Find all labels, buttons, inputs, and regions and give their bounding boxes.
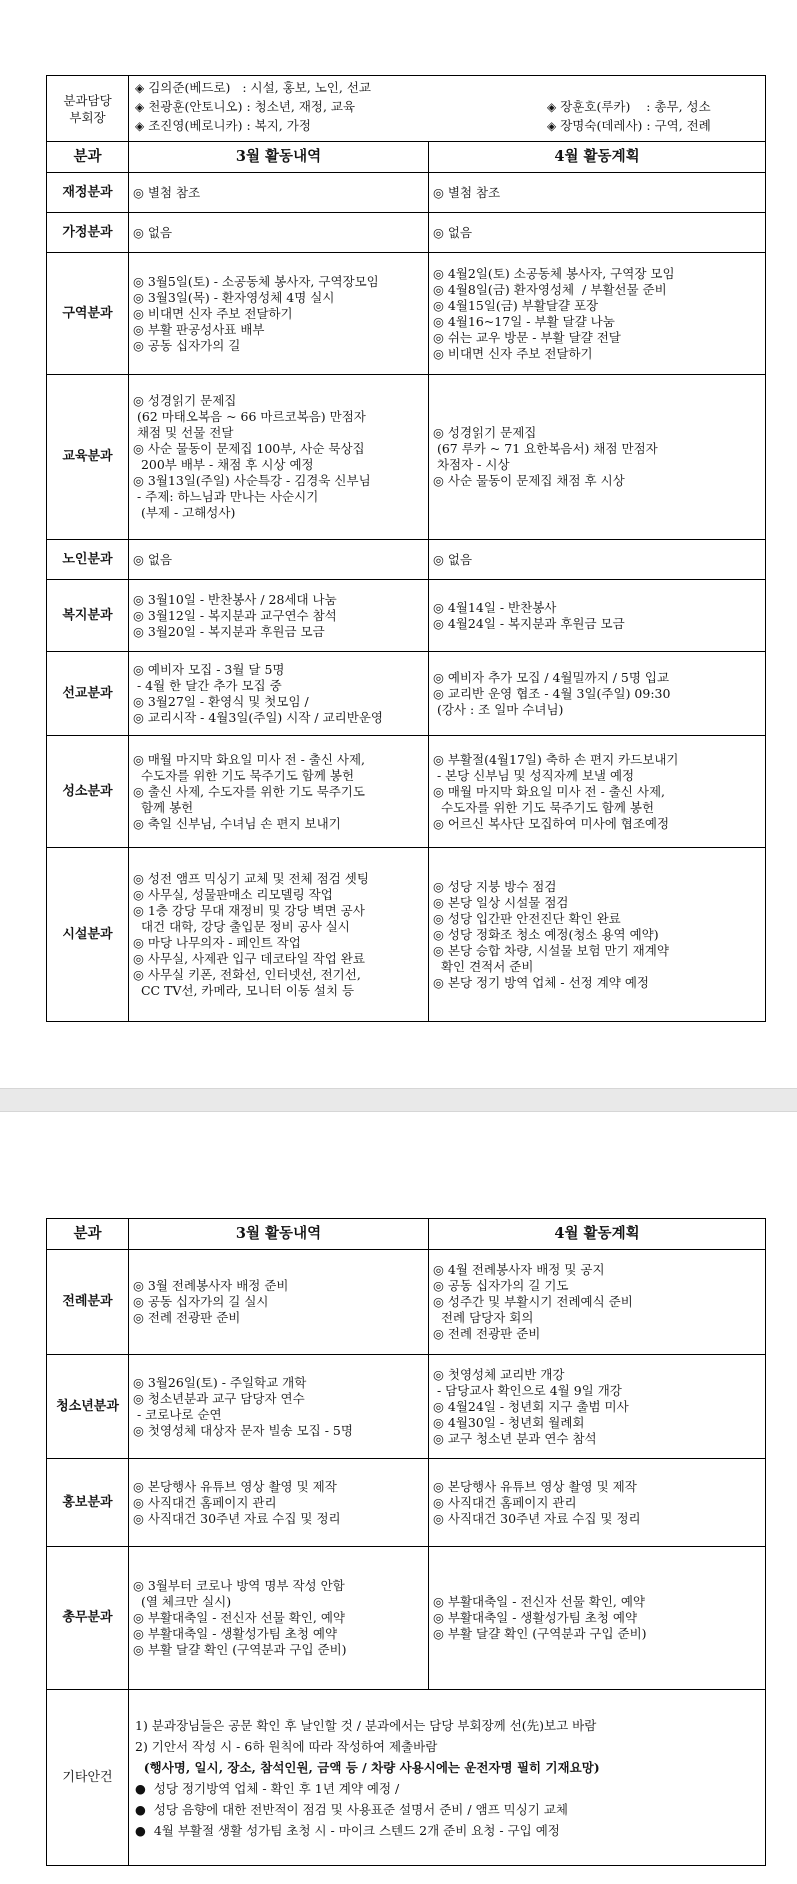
april-activities — [429, 1355, 766, 1459]
activity-line: ◎ 부활 판공성사표 배부 — [133, 321, 265, 337]
manager-entry: ◈ 장훈호(루카) : 총무, 성소 — [547, 99, 711, 114]
activity-line: 차점자 - 시상 — [433, 457, 510, 472]
activity-line: (67 루카 ~ 71 요한복음서) 채점 만점자 — [433, 441, 658, 456]
march-activities — [129, 1250, 429, 1355]
activity-line: ◎ 첫영성체 대상자 문자 빌송 모집 - 5명 — [133, 1422, 353, 1438]
activity-line: ◎ 전례 전광판 준비 — [133, 1310, 241, 1325]
dept-name: 총무분과 — [47, 1547, 129, 1690]
activity-line: ◎ 성주간 및 부활시기 전례예식 준비 — [433, 1294, 633, 1309]
activity-line: ◎ 부활대축일 - 생활성가팀 초청 예약 — [433, 1610, 638, 1625]
activity-line: - 주제: 하느님과 만나는 사순시기 — [133, 489, 319, 504]
activity-line: ◎ 사직대건 30주년 자료 수집 및 정리 — [133, 1510, 341, 1526]
march-activities — [129, 580, 429, 652]
activity-line: ◎ 3월20일 - 복지분과 후원금 모금 — [133, 623, 325, 639]
activity-line: ◎ 4월24일 - 청년회 지구 출범 미사 — [433, 1398, 629, 1414]
header-march: 3월 활동내역 — [129, 1219, 429, 1250]
activity-line: ◎ 성경읽기 문제집 — [433, 425, 537, 440]
activity-line: ◎ 없음 — [133, 551, 173, 567]
header-row — [47, 142, 766, 173]
activity-line: (강사 : 조 일마 수녀님) — [433, 701, 564, 717]
activity-line: ◎ 3월10일 - 반찬봉사 / 28세대 나눔 — [133, 591, 337, 607]
manager-label: 분과담당 부회장 — [47, 76, 129, 142]
manager-list — [129, 76, 766, 142]
activity-line: ◎ 공동 십자가의 길 실시 — [133, 1294, 269, 1309]
activity-line: ◎ 성당 지붕 방수 점검 — [433, 878, 557, 894]
april-activities — [429, 173, 766, 213]
activity-line: ◎ 성당 입간판 안전진단 확인 완료 — [433, 910, 621, 926]
activity-line: ◎ 성전 앰프 믹싱기 교체 및 전체 점검 셋팅 — [133, 870, 369, 886]
april-activities — [429, 375, 766, 540]
dept-name: 노인분과 — [47, 540, 129, 580]
activity-line: ◎ 별첨 참조 — [433, 184, 501, 200]
activity-line: ◎ 성경읽기 문제집 — [133, 393, 237, 408]
activity-line: - 4월 한 달간 추가 모집 중 — [133, 677, 282, 693]
activity-line: ◎ 부활 달걀 확인 (구역분과 구입 준비) — [133, 1642, 347, 1657]
activity-line: ◎ 매월 마지막 화요일 미사 전 - 출신 사제, — [133, 751, 366, 767]
april-activities — [429, 848, 766, 1022]
activity-line: ◎ 본당 승합 차량, 시설물 보험 만기 재계약 — [433, 942, 669, 958]
activity-line: ◎ 4월2일(토) 소공동체 봉사자, 구역장 모임 — [433, 265, 675, 281]
activity-line: ◎ 성당 정화조 청소 예정(청소 용역 예약) — [433, 926, 659, 942]
dept-name: 청소년분과 — [47, 1355, 129, 1459]
activity-line: ◎ 사무실 키폰, 전화선, 인터넷선, 전기선, — [133, 966, 361, 982]
table-row — [47, 1250, 766, 1355]
april-activities — [429, 652, 766, 736]
dept-name: 재정분과 — [47, 173, 129, 213]
activity-line: ◎ 없음 — [433, 224, 473, 240]
activity-line: ◎ 첫영성체 교리반 개강 — [433, 1366, 565, 1382]
table-row — [47, 580, 766, 652]
activity-line: ◎ 3월13일(주일) 사순특강 - 김경욱 신부님 — [133, 473, 371, 488]
activity-line: 확인 견적서 준비 — [433, 958, 534, 974]
etc-line: 1) 분과장님들은 공문 확인 후 날인할 것 / 분과에서는 담당 부회장께 선(先)보고 바람 — [135, 1717, 597, 1733]
manager-row — [47, 76, 766, 142]
activity-line: ◎ 4월8일(금) 환자영성체 / 부활선물 준비 — [433, 281, 667, 297]
march-activities — [129, 1547, 429, 1690]
activity-line: 200부 배부 - 채점 후 시상 예정 — [133, 457, 314, 472]
activity-line: ◎ 교리시작 - 4월3일(주일) 시작 / 교리반운영 — [133, 709, 383, 725]
etc-line: ● 4월 부활절 생활 성가팀 초청 시 - 마이크 스텐드 2개 준비 요청 - 구입 예정 — [135, 1822, 560, 1838]
april-activities — [429, 1250, 766, 1355]
activity-line: ◎ 부활대축일 - 생활성가팀 초청 예약 — [133, 1626, 338, 1641]
table-row — [47, 652, 766, 736]
activity-line: ◎ 없음 — [433, 551, 473, 567]
activity-line: ◎ 4월24일 - 복지분과 후원금 모금 — [433, 615, 625, 631]
april-activities — [429, 213, 766, 253]
etc-label: 기타안건 — [47, 1690, 129, 1866]
activity-line: ◎ 출신 사제, 수도자를 위한 기도 묵주기도 — [133, 783, 365, 799]
activity-line: ◎ 1층 강당 무대 재정비 및 강당 벽면 공사 — [133, 902, 365, 918]
etc-line: (행사명, 일시, 장소, 참석인원, 금액 등 / 차량 사용시에는 운전자명 필히 기재요망) — [135, 1759, 600, 1775]
page-gap — [0, 1089, 797, 1111]
header-row — [47, 1219, 766, 1250]
table-row — [47, 736, 766, 848]
april-activities — [429, 253, 766, 375]
table-row — [47, 1355, 766, 1459]
march-activities — [129, 848, 429, 1022]
manager-entry: ◈ 천광훈(안토니오) : 청소년, 재정, 교육 — [135, 99, 356, 114]
dept-name: 홍보분과 — [47, 1459, 129, 1547]
activity-line: ◎ 사순 물동이 문제집 채점 후 시상 — [433, 473, 625, 488]
april-activities — [429, 540, 766, 580]
manager-entry: ◈ 장명숙(데레사) : 구역, 전례 — [547, 118, 711, 133]
activity-line: 채점 및 선물 전달 — [133, 425, 234, 440]
table-row — [47, 1547, 766, 1690]
activity-line: ◎ 사직대건 홈페이지 관리 — [133, 1494, 277, 1510]
dept-name: 구역분과 — [47, 253, 129, 375]
april-activities — [429, 1459, 766, 1547]
activity-line: - 코로나로 순연 — [133, 1406, 222, 1422]
activity-line: ◎ 본당행사 유튜브 영상 촬영 및 제작 — [433, 1478, 637, 1494]
activity-line: CC TV선, 카메라, 모니터 이동 설치 등 — [133, 982, 355, 998]
activity-line: ◎ 부활대축일 - 전신자 선물 확인, 예약 — [133, 1610, 345, 1625]
activity-line: ◎ 사무실, 성물판매소 리모델링 작업 — [133, 886, 333, 902]
activity-line: ◎ 3월부터 코로나 방역 명부 작성 안함 — [133, 1578, 345, 1593]
table-row — [47, 375, 766, 540]
march-activities — [129, 652, 429, 736]
activity-line: ◎ 축일 신부님, 수녀님 손 편지 보내기 — [133, 815, 341, 831]
activity-line: ◎ 비대면 신자 주보 전달하기 — [433, 345, 593, 361]
march-activities — [129, 540, 429, 580]
document-page-2 — [0, 1111, 797, 1884]
activity-line: ◎ 교리반 운영 협조 - 4월 3일(주일) 09:30 — [433, 685, 671, 701]
activity-line: 대건 대학, 강당 출입문 정비 공사 실시 — [133, 918, 350, 934]
activity-line: ◎ 부활대축일 - 전신자 선물 확인, 예약 — [433, 1594, 645, 1609]
etc-line: 2) 기안서 작성 시 - 6하 원칙에 따라 작성하여 제출바람 — [135, 1738, 438, 1754]
activity-line: - 담당교사 확인으로 4월 9일 개강 — [433, 1382, 622, 1398]
activity-line: (62 마태오복음 ~ 66 마르코복음) 만점자 — [133, 409, 366, 424]
etc-line: ● 성당 음향에 대한 전반적이 점검 및 사용표준 설명서 준비 / 앰프 믹싱기 교체 — [135, 1801, 568, 1817]
dept-name: 복지분과 — [47, 580, 129, 652]
table-row — [47, 1459, 766, 1547]
table-row — [47, 540, 766, 580]
activity-line: ◎ 4월15일(금) 부활달걀 포장 — [433, 297, 599, 313]
dept-name: 전례분과 — [47, 1250, 129, 1355]
activity-line: ◎ 쉬는 교우 방문 - 부활 달걀 전달 — [433, 329, 621, 345]
activity-line: ◎ 4월30일 - 청년회 월례회 — [433, 1414, 585, 1430]
etc-content — [129, 1690, 766, 1866]
activity-line: 전례 담당자 회의 — [433, 1310, 534, 1325]
april-activities — [429, 580, 766, 652]
dept-name: 성소분과 — [47, 736, 129, 848]
activity-line: ◎ 마당 나무의자 - 페인트 작업 — [133, 934, 301, 950]
activity-line: ◎ 사직대건 홈페이지 관리 — [433, 1494, 577, 1510]
activity-line: ◎ 예비자 추가 모집 / 4월밀까지 / 5명 입교 — [433, 669, 670, 685]
activity-line: 함께 봉헌 — [133, 799, 194, 815]
march-activities — [129, 1459, 429, 1547]
activity-line: ◎ 4월 전례봉사자 배정 및 공지 — [433, 1262, 605, 1277]
activity-line: ◎ 사무실, 사제관 입구 데코타일 작업 완료 — [133, 950, 365, 966]
march-activities — [129, 1355, 429, 1459]
march-activities — [129, 213, 429, 253]
activity-line: ◎ 사순 물동이 문제집 100부, 사순 묵상집 — [133, 441, 365, 456]
manager-entry: ◈ 김의준(베드로) : 시설, 홍보, 노인, 선교 — [135, 80, 371, 95]
activity-line: ◎ 3월12일 - 복지분과 교구연수 참석 — [133, 607, 337, 623]
activity-line: ◎ 본당 정기 방역 업체 - 선정 계약 예정 — [433, 974, 649, 990]
header-april: 4월 활동계획 — [429, 142, 766, 173]
activity-line: ◎ 청소년분과 교구 담당자 연수 — [133, 1390, 305, 1406]
activity-line: ◎ 3월3일(목) - 환자영성체 4명 실시 — [133, 289, 335, 305]
etc-row — [47, 1690, 766, 1866]
header-april: 4월 활동계획 — [429, 1219, 766, 1250]
april-activities — [429, 1547, 766, 1690]
activity-line: ◎ 3월 전례봉사자 배정 준비 — [133, 1278, 289, 1293]
table-row — [47, 253, 766, 375]
activity-line: ◎ 4월14일 - 반찬봉사 — [433, 599, 557, 615]
activity-line: ◎ 3월26일(토) - 주일학교 개학 — [133, 1374, 307, 1390]
activity-line: ◎ 예비자 모집 - 3월 달 5명 — [133, 661, 285, 677]
activity-line: - 본당 신부님 및 성직자께 보낼 예정 — [433, 767, 635, 783]
activity-line: ◎ 매월 마지막 화요일 미사 전 - 출신 사제, — [433, 783, 666, 799]
activity-table-2 — [46, 1218, 766, 1866]
table-row — [47, 173, 766, 213]
activity-line: ◎ 3월5일(토) - 소공동체 봉사자, 구역장모임 — [133, 273, 379, 289]
activity-line: ◎ 공동 십자가의 길 — [133, 337, 241, 353]
march-activities — [129, 173, 429, 213]
april-activities — [429, 736, 766, 848]
dept-name: 가정분과 — [47, 213, 129, 253]
activity-line: ◎ 전례 전광판 준비 — [433, 1326, 541, 1341]
activity-line: ◎ 3월27일 - 환영식 및 첫모임 / — [133, 693, 309, 709]
march-activities — [129, 253, 429, 375]
activity-line: ◎ 본당 일상 시설물 점검 — [433, 894, 569, 910]
march-activities — [129, 375, 429, 540]
activity-line: ◎ 비대면 신자 주보 전달하기 — [133, 305, 293, 321]
march-activities — [129, 736, 429, 848]
activity-line: 수도자를 위한 기도 묵주기도 함께 봉헌 — [433, 799, 655, 815]
activity-line: ◎ 사직대건 30주년 자료 수집 및 정리 — [433, 1510, 641, 1526]
header-dept: 분과 — [47, 1219, 129, 1250]
dept-name: 교육분과 — [47, 375, 129, 540]
etc-line: ● 성당 정기방역 업체 - 확인 후 1년 계약 예정 / — [135, 1780, 400, 1796]
activity-line: 수도자를 위한 기도 묵주기도 함께 봉헌 — [133, 767, 355, 783]
activity-line: ◎ 교구 청소년 분과 연수 참석 — [433, 1430, 597, 1446]
dept-name: 시설분과 — [47, 848, 129, 1022]
activity-line: ◎ 4월16~17일 - 부활 달걀 나눔 — [433, 313, 615, 329]
manager-entry: ◈ 조진영(베로니카) : 복지, 가정 — [135, 118, 311, 133]
activity-line: ◎ 어르신 복사단 모집하여 미사에 협조예정 — [433, 815, 670, 831]
table-row — [47, 848, 766, 1022]
activity-table-1 — [46, 75, 766, 1022]
activity-line: ◎ 별첨 참조 — [133, 184, 201, 200]
activity-line: ◎ 공동 십자가의 길 기도 — [433, 1278, 569, 1293]
table-row — [47, 213, 766, 253]
activity-line: ◎ 부활절(4월17일) 축하 손 편지 카드보내기 — [433, 751, 679, 767]
dept-name: 선교분과 — [47, 652, 129, 736]
activity-line: ◎ 부활 달걀 확인 (구역분과 구입 준비) — [433, 1626, 647, 1641]
header-march: 3월 활동내역 — [129, 142, 429, 173]
header-dept: 분과 — [47, 142, 129, 173]
activity-line: (부제 - 고해성사) — [133, 505, 236, 520]
activity-line: ◎ 없음 — [133, 224, 173, 240]
activity-line: (열 체크만 실시) — [133, 1594, 232, 1609]
activity-line: ◎ 본당행사 유튜브 영상 촬영 및 제작 — [133, 1478, 337, 1494]
